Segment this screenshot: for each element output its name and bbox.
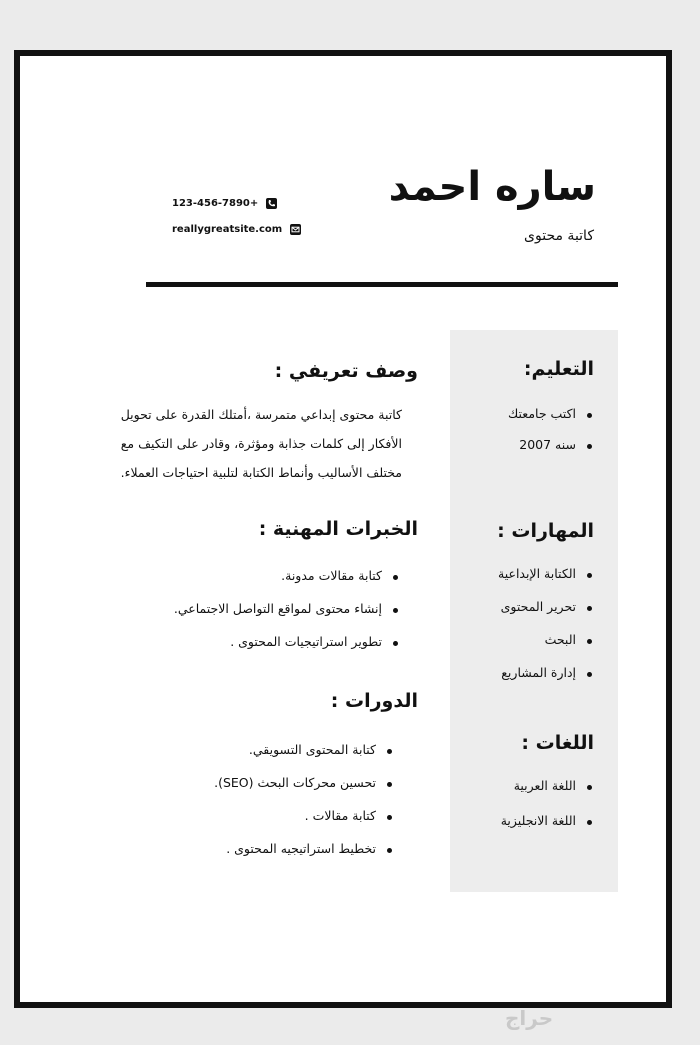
profile-text: كاتبة محتوى إبداعي متمرسة ،أمتلك القدرة على تحويل الأفكار إلى كلمات جذابة ومؤثرة، وقادر على التكيف مع مختلف الأساليب وأنماط الكتابة لتلبية احتياجات العملاء. bbox=[120, 407, 402, 480]
experience-list bbox=[174, 568, 400, 649]
skill-item: الكتابة الإبداعية bbox=[498, 566, 594, 581]
profile-title: وصف تعريفي : bbox=[274, 360, 418, 382]
skill-item: تحرير المحتوى bbox=[498, 599, 594, 614]
header-divider bbox=[146, 282, 618, 287]
course-item: تحسين محركات البحث (SEO). bbox=[214, 775, 394, 790]
education-item: اكتب جامعتك bbox=[508, 406, 594, 421]
languages-title: اللغات : bbox=[521, 732, 594, 754]
education-title: التعليم: bbox=[523, 358, 594, 380]
experience-item: تطوير استراتيجيات المحتوى . bbox=[174, 634, 400, 649]
phone-number: 123-456-7890+ bbox=[172, 198, 259, 209]
experience-item: إنشاء محتوى لمواقع التواصل الاجتماعي. bbox=[174, 601, 400, 616]
education-item: سنه 2007 bbox=[508, 437, 594, 452]
skill-item: إدارة المشاريع bbox=[498, 665, 594, 680]
courses-list bbox=[214, 742, 394, 856]
education-list bbox=[508, 406, 594, 452]
language-item: اللغة العربية bbox=[501, 778, 594, 793]
phone-contact bbox=[172, 198, 277, 209]
resume-page bbox=[14, 50, 672, 1008]
course-item: كتابة المحتوى التسويقي. bbox=[214, 742, 394, 757]
courses-title: الدورات : bbox=[330, 690, 418, 712]
resume-name: ساره احمد bbox=[388, 164, 596, 210]
website-url: reallygreatsite.com bbox=[172, 224, 283, 235]
skills-title: المهارات : bbox=[497, 520, 594, 542]
skill-item: البحث bbox=[498, 632, 594, 647]
phone-icon bbox=[266, 198, 277, 209]
website-contact bbox=[172, 224, 301, 235]
experience-item: كتابة مقالات مدونة. bbox=[174, 568, 400, 583]
language-item: اللغة الانجليزية bbox=[501, 813, 594, 828]
languages-list bbox=[501, 778, 594, 828]
job-title: كاتبة محتوى bbox=[524, 228, 594, 244]
course-item: كتابة مقالات . bbox=[214, 808, 394, 823]
skills-list bbox=[498, 566, 594, 680]
experience-title: الخبرات المهنية : bbox=[258, 518, 418, 540]
haraj-watermark: حراج bbox=[505, 1006, 554, 1030]
email-icon bbox=[290, 224, 301, 235]
course-item: تخطيط استراتيجيه المحتوى . bbox=[214, 841, 394, 856]
